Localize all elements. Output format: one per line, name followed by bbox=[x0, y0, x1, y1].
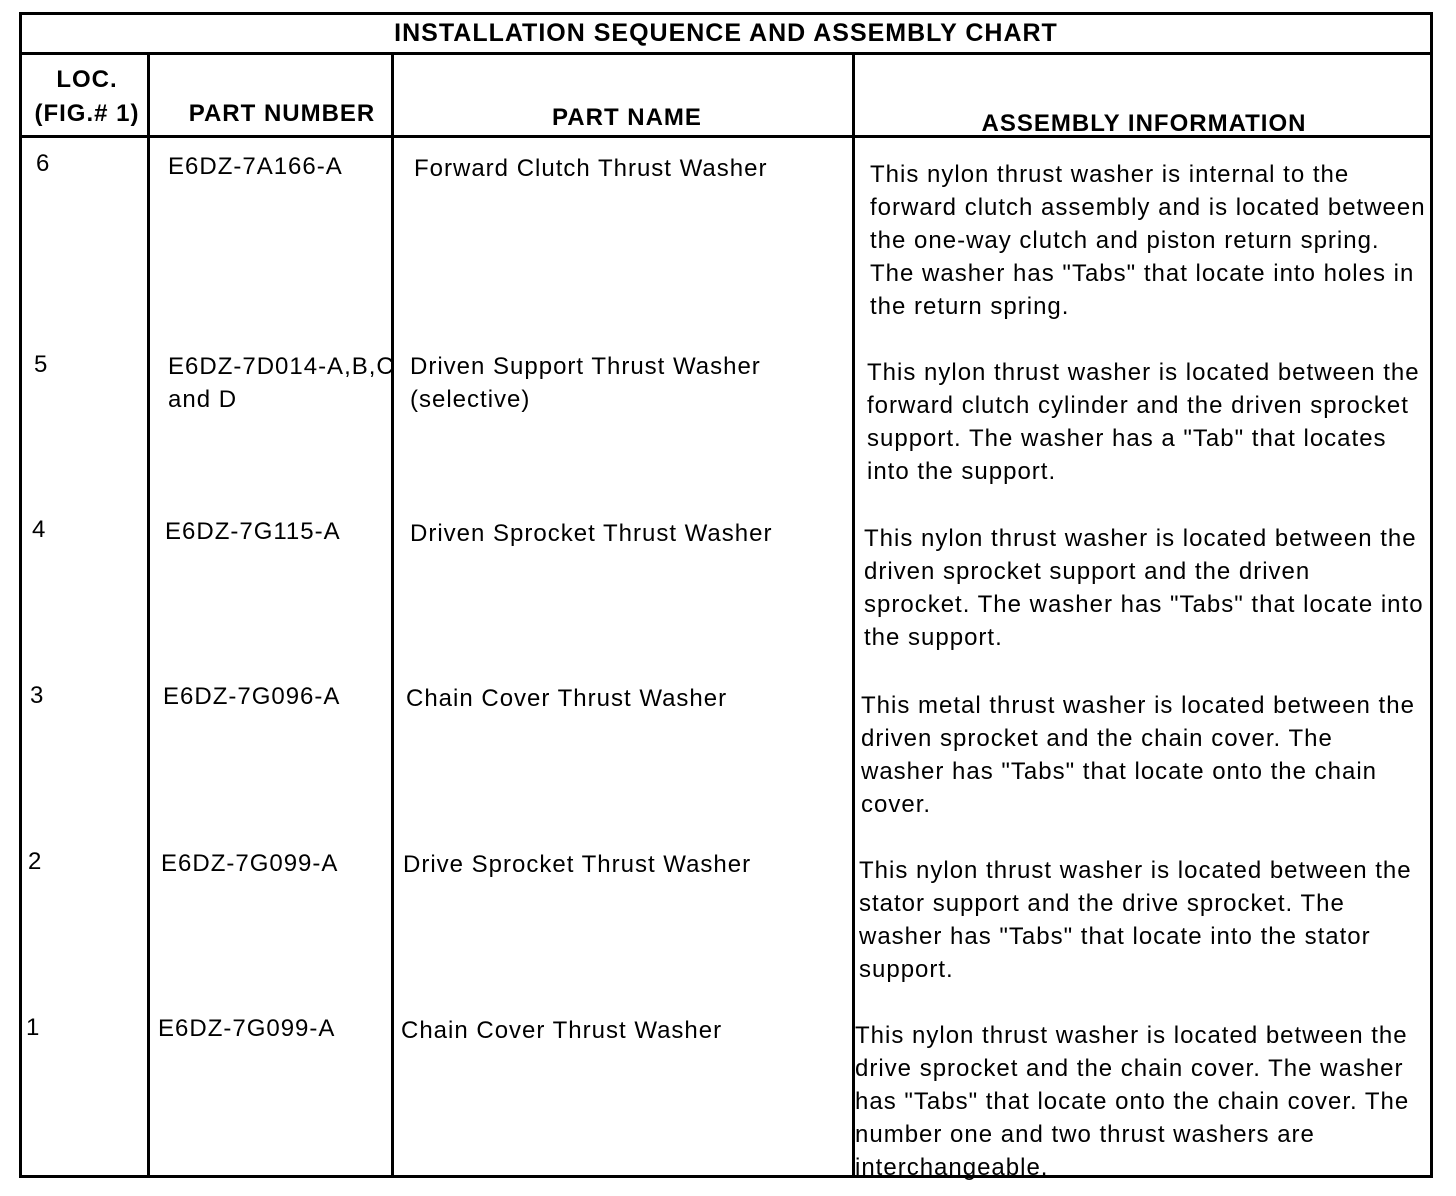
row-loc: 3 bbox=[30, 682, 45, 709]
row-assembly-info: This nylon thrust washer is located between the stator support and the drive sprocket. The washer has "Tabs" that locate into the stator support. bbox=[859, 857, 1412, 983]
row-assembly-info: This nylon thrust washer is located between the drive sprocket and the chain cover. The washer has "Tabs" that locate onto the chain cover. The number one and two thrust washers are interchangeable. bbox=[855, 1022, 1410, 1181]
row-part-number: E6DZ-7G099-A bbox=[161, 850, 339, 877]
row-part-number: E6DZ-7D014-A,B,C and D bbox=[168, 353, 395, 413]
header-loc-line1: LOC. bbox=[56, 66, 118, 93]
row-assembly-info: This nylon thrust washer is located between the forward clutch cylinder and the driven sprocket support. The washer has a "Tab" that locates into the support. bbox=[867, 359, 1420, 485]
row-part-number: E6DZ-7G096-A bbox=[163, 683, 341, 710]
row-part-name: Chain Cover Thrust Washer bbox=[406, 685, 728, 712]
row-assembly-info: This nylon thrust washer is located between the driven sprocket support and the driven sprocket. The washer has "Tabs" that locate into the support. bbox=[864, 525, 1424, 651]
column-divider bbox=[391, 55, 394, 1175]
row-part-name: Forward Clutch Thrust Washer bbox=[414, 155, 768, 182]
row-part-number: E6DZ-7G099-A bbox=[158, 1015, 336, 1042]
row-loc: 2 bbox=[28, 848, 43, 875]
chart-title: INSTALLATION SEQUENCE AND ASSEMBLY CHART bbox=[22, 15, 1430, 55]
header-loc bbox=[24, 63, 150, 131]
row-assembly-info: This metal thrust washer is located between the driven sprocket and the chain cover. The washer has "Tabs" that locate onto the chain cover. bbox=[861, 692, 1415, 818]
row-loc: 6 bbox=[36, 150, 51, 177]
column-divider bbox=[852, 55, 855, 1175]
row-part-name: Drive Sprocket Thrust Washer bbox=[403, 851, 752, 878]
header-loc-line2: (FIG.# 1) bbox=[34, 100, 140, 127]
column-divider bbox=[147, 55, 150, 1175]
row-loc: 5 bbox=[34, 351, 49, 378]
row-part-number: E6DZ-7G115-A bbox=[165, 518, 341, 545]
row-part-name: Driven Support Thrust Washer (selective) bbox=[410, 353, 761, 413]
header-part-number: PART NUMBER bbox=[188, 100, 376, 127]
row-loc: 1 bbox=[26, 1014, 41, 1041]
row-loc: 4 bbox=[32, 516, 47, 543]
row-part-name: Driven Sprocket Thrust Washer bbox=[410, 520, 773, 547]
row-part-number: E6DZ-7A166-A bbox=[168, 153, 343, 180]
row-assembly-info: This nylon thrust washer is internal to the forward clutch assembly and is located between the one-way clutch and piston return spring. The washer has "Tabs" that locate into holes in the return spring. bbox=[870, 161, 1426, 320]
assembly-chart bbox=[19, 12, 1433, 1181]
row-part-name: Chain Cover Thrust Washer bbox=[401, 1017, 723, 1044]
header-part-name: PART NAME bbox=[552, 104, 702, 131]
header-assembly-info: ASSEMBLY INFORMATION bbox=[981, 110, 1307, 137]
